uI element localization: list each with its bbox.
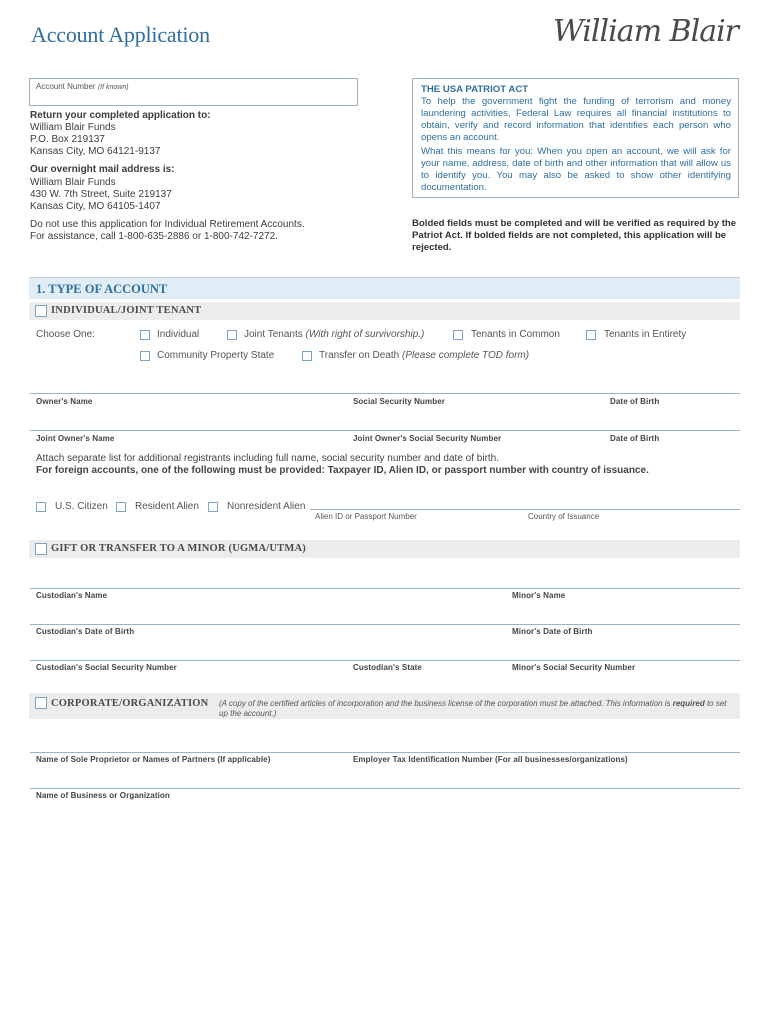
individual-joint-title: INDIVIDUAL/JOINT TENANT bbox=[51, 305, 202, 316]
us-citizen-checkbox[interactable] bbox=[36, 502, 46, 512]
minor-ssn-label: Minor's Social Security Number bbox=[512, 663, 636, 672]
business-name-field-line[interactable] bbox=[30, 788, 740, 789]
us-citizen-label: U.S. Citizen bbox=[55, 501, 108, 512]
joint-owner-field-line[interactable] bbox=[30, 430, 740, 431]
community-property-label: Community Property State bbox=[157, 350, 275, 361]
custodian-name-field-line[interactable] bbox=[30, 588, 740, 589]
account-number-field[interactable] bbox=[29, 78, 358, 106]
minor-header bbox=[29, 540, 740, 558]
minor-name-label: Minor's Name bbox=[512, 591, 566, 600]
joint-tenants-label: Joint Tenants (With right of survivorship.) bbox=[244, 329, 425, 340]
overnight-heading: Our overnight mail address is: bbox=[30, 164, 175, 175]
custodian-name-label: Custodian's Name bbox=[36, 591, 108, 600]
owner-field-line[interactable] bbox=[30, 393, 740, 394]
joint-tenants-checkbox[interactable] bbox=[227, 330, 237, 340]
assistance-note: For assistance, call 1-800-635-2886 or 1-800-742-7272. bbox=[30, 231, 278, 242]
sole-proprietor-field-line[interactable] bbox=[30, 752, 740, 753]
patriot-act-paragraph: What this means for you: When you open an account, we will ask for your name, address, date of birth and other information that will allow us to identify you. You may also be asked to show other identifying documentation. bbox=[421, 146, 731, 193]
attach-list-note: Attach separate list for additional registrants including full name, social security number and date of birth. bbox=[36, 453, 500, 464]
business-name-label: Name of Business or Organization bbox=[36, 791, 170, 800]
ein-label: Employer Tax Identification Number (For all businesses/organizations) bbox=[353, 755, 628, 764]
patriot-act-paragraph: To help the government fight the funding of terrorism and money laundering activities, Federal Law requires all financial institutions to obtain, verify and record information that identifies each person who opens an account. bbox=[421, 96, 731, 143]
nonresident-alien-checkbox[interactable] bbox=[208, 502, 218, 512]
ira-note: Do not use this application for Individual Retirement Accounts. bbox=[30, 219, 305, 230]
return-line: Kansas City, MO 64121-9137 bbox=[30, 146, 161, 157]
return-line: William Blair Funds bbox=[30, 122, 116, 133]
overnight-line: William Blair Funds bbox=[30, 177, 116, 188]
individual-checkbox[interactable] bbox=[140, 330, 150, 340]
alien-id-field-line[interactable] bbox=[310, 509, 740, 510]
joint-owner-dob-label: Date of Birth bbox=[610, 434, 660, 443]
resident-alien-checkbox[interactable] bbox=[116, 502, 126, 512]
owner-name-label: Owner's Name bbox=[36, 397, 93, 406]
owner-dob-label: Date of Birth bbox=[610, 397, 660, 406]
custodian-ssn-field-line[interactable] bbox=[30, 660, 740, 661]
custodian-dob-field-line[interactable] bbox=[30, 624, 740, 625]
joint-owner-ssn-label: Joint Owner's Social Security Number bbox=[353, 434, 502, 443]
individual-joint-header bbox=[29, 302, 740, 320]
tod-checkbox[interactable] bbox=[302, 351, 312, 361]
section-title: 1. TYPE OF ACCOUNT bbox=[36, 282, 168, 296]
corporate-note: (A copy of the certified articles of incorporation and the business license of the corporation must be attached. This information is required to set up the account.) bbox=[219, 699, 727, 718]
individual-joint-checkbox[interactable] bbox=[35, 305, 47, 317]
joint-owner-name-label: Joint Owner's Name bbox=[36, 434, 115, 443]
account-number-hint: (If known) bbox=[97, 84, 129, 91]
tenants-entirety-checkbox[interactable] bbox=[586, 330, 596, 340]
alien-id-label: Alien ID or Passport Number bbox=[315, 512, 417, 521]
patriot-act-title: THE USA PATRIOT ACT bbox=[421, 84, 529, 95]
return-heading: Return your completed application to: bbox=[30, 110, 211, 121]
bolded-fields-note: Bolded fields must be completed and will be verified as required by the Patriot Act. If bolded fields are not completed, this application will be rejected. bbox=[412, 218, 737, 253]
page-title: Account Application bbox=[31, 22, 210, 47]
william-blair-logo: William Blair bbox=[553, 14, 739, 49]
choose-one-label: Choose One: bbox=[36, 329, 95, 340]
overnight-line: 430 W. 7th Street, Suite 219137 bbox=[30, 189, 172, 200]
custodian-state-label: Custodian's State bbox=[353, 663, 422, 672]
overnight-line: Kansas City, MO 64105-1407 bbox=[30, 201, 161, 212]
sole-proprietor-label: Name of Sole Proprietor or Names of Partners (If applicable) bbox=[36, 755, 271, 764]
minor-dob-label: Minor's Date of Birth bbox=[512, 627, 593, 636]
country-issuance-label: Country of Issuance bbox=[528, 512, 600, 521]
custodian-ssn-label: Custodian's Social Security Number bbox=[36, 663, 177, 672]
tenants-common-checkbox[interactable] bbox=[453, 330, 463, 340]
nonresident-alien-label: Nonresident Alien bbox=[227, 501, 306, 512]
foreign-accounts-note: For foreign accounts, one of the following must be provided: Taxpayer ID, Alien ID, or passport number with country of issuance. bbox=[36, 465, 649, 476]
corporate-checkbox[interactable] bbox=[35, 697, 47, 709]
tenants-entirety-label: Tenants in Entirety bbox=[604, 329, 687, 340]
resident-alien-label: Resident Alien bbox=[135, 501, 199, 512]
patriot-act-box bbox=[412, 78, 739, 198]
custodian-dob-label: Custodian's Date of Birth bbox=[36, 627, 135, 636]
tod-label: Transfer on Death (Please complete TOD form) bbox=[319, 350, 530, 361]
community-property-checkbox[interactable] bbox=[140, 351, 150, 361]
individual-label: Individual bbox=[157, 329, 200, 340]
return-line: P.O. Box 219137 bbox=[30, 134, 105, 145]
corporate-title: CORPORATE/ORGANIZATION bbox=[51, 698, 209, 709]
minor-checkbox[interactable] bbox=[35, 543, 47, 555]
owner-ssn-label: Social Security Number bbox=[353, 397, 446, 406]
account-number-label: Account Number (If known) bbox=[36, 82, 129, 91]
minor-title: GIFT OR TRANSFER TO A MINOR (UGMA/UTMA) bbox=[51, 543, 306, 554]
tenants-common-label: Tenants in Common bbox=[471, 329, 560, 340]
section-header bbox=[29, 277, 740, 299]
